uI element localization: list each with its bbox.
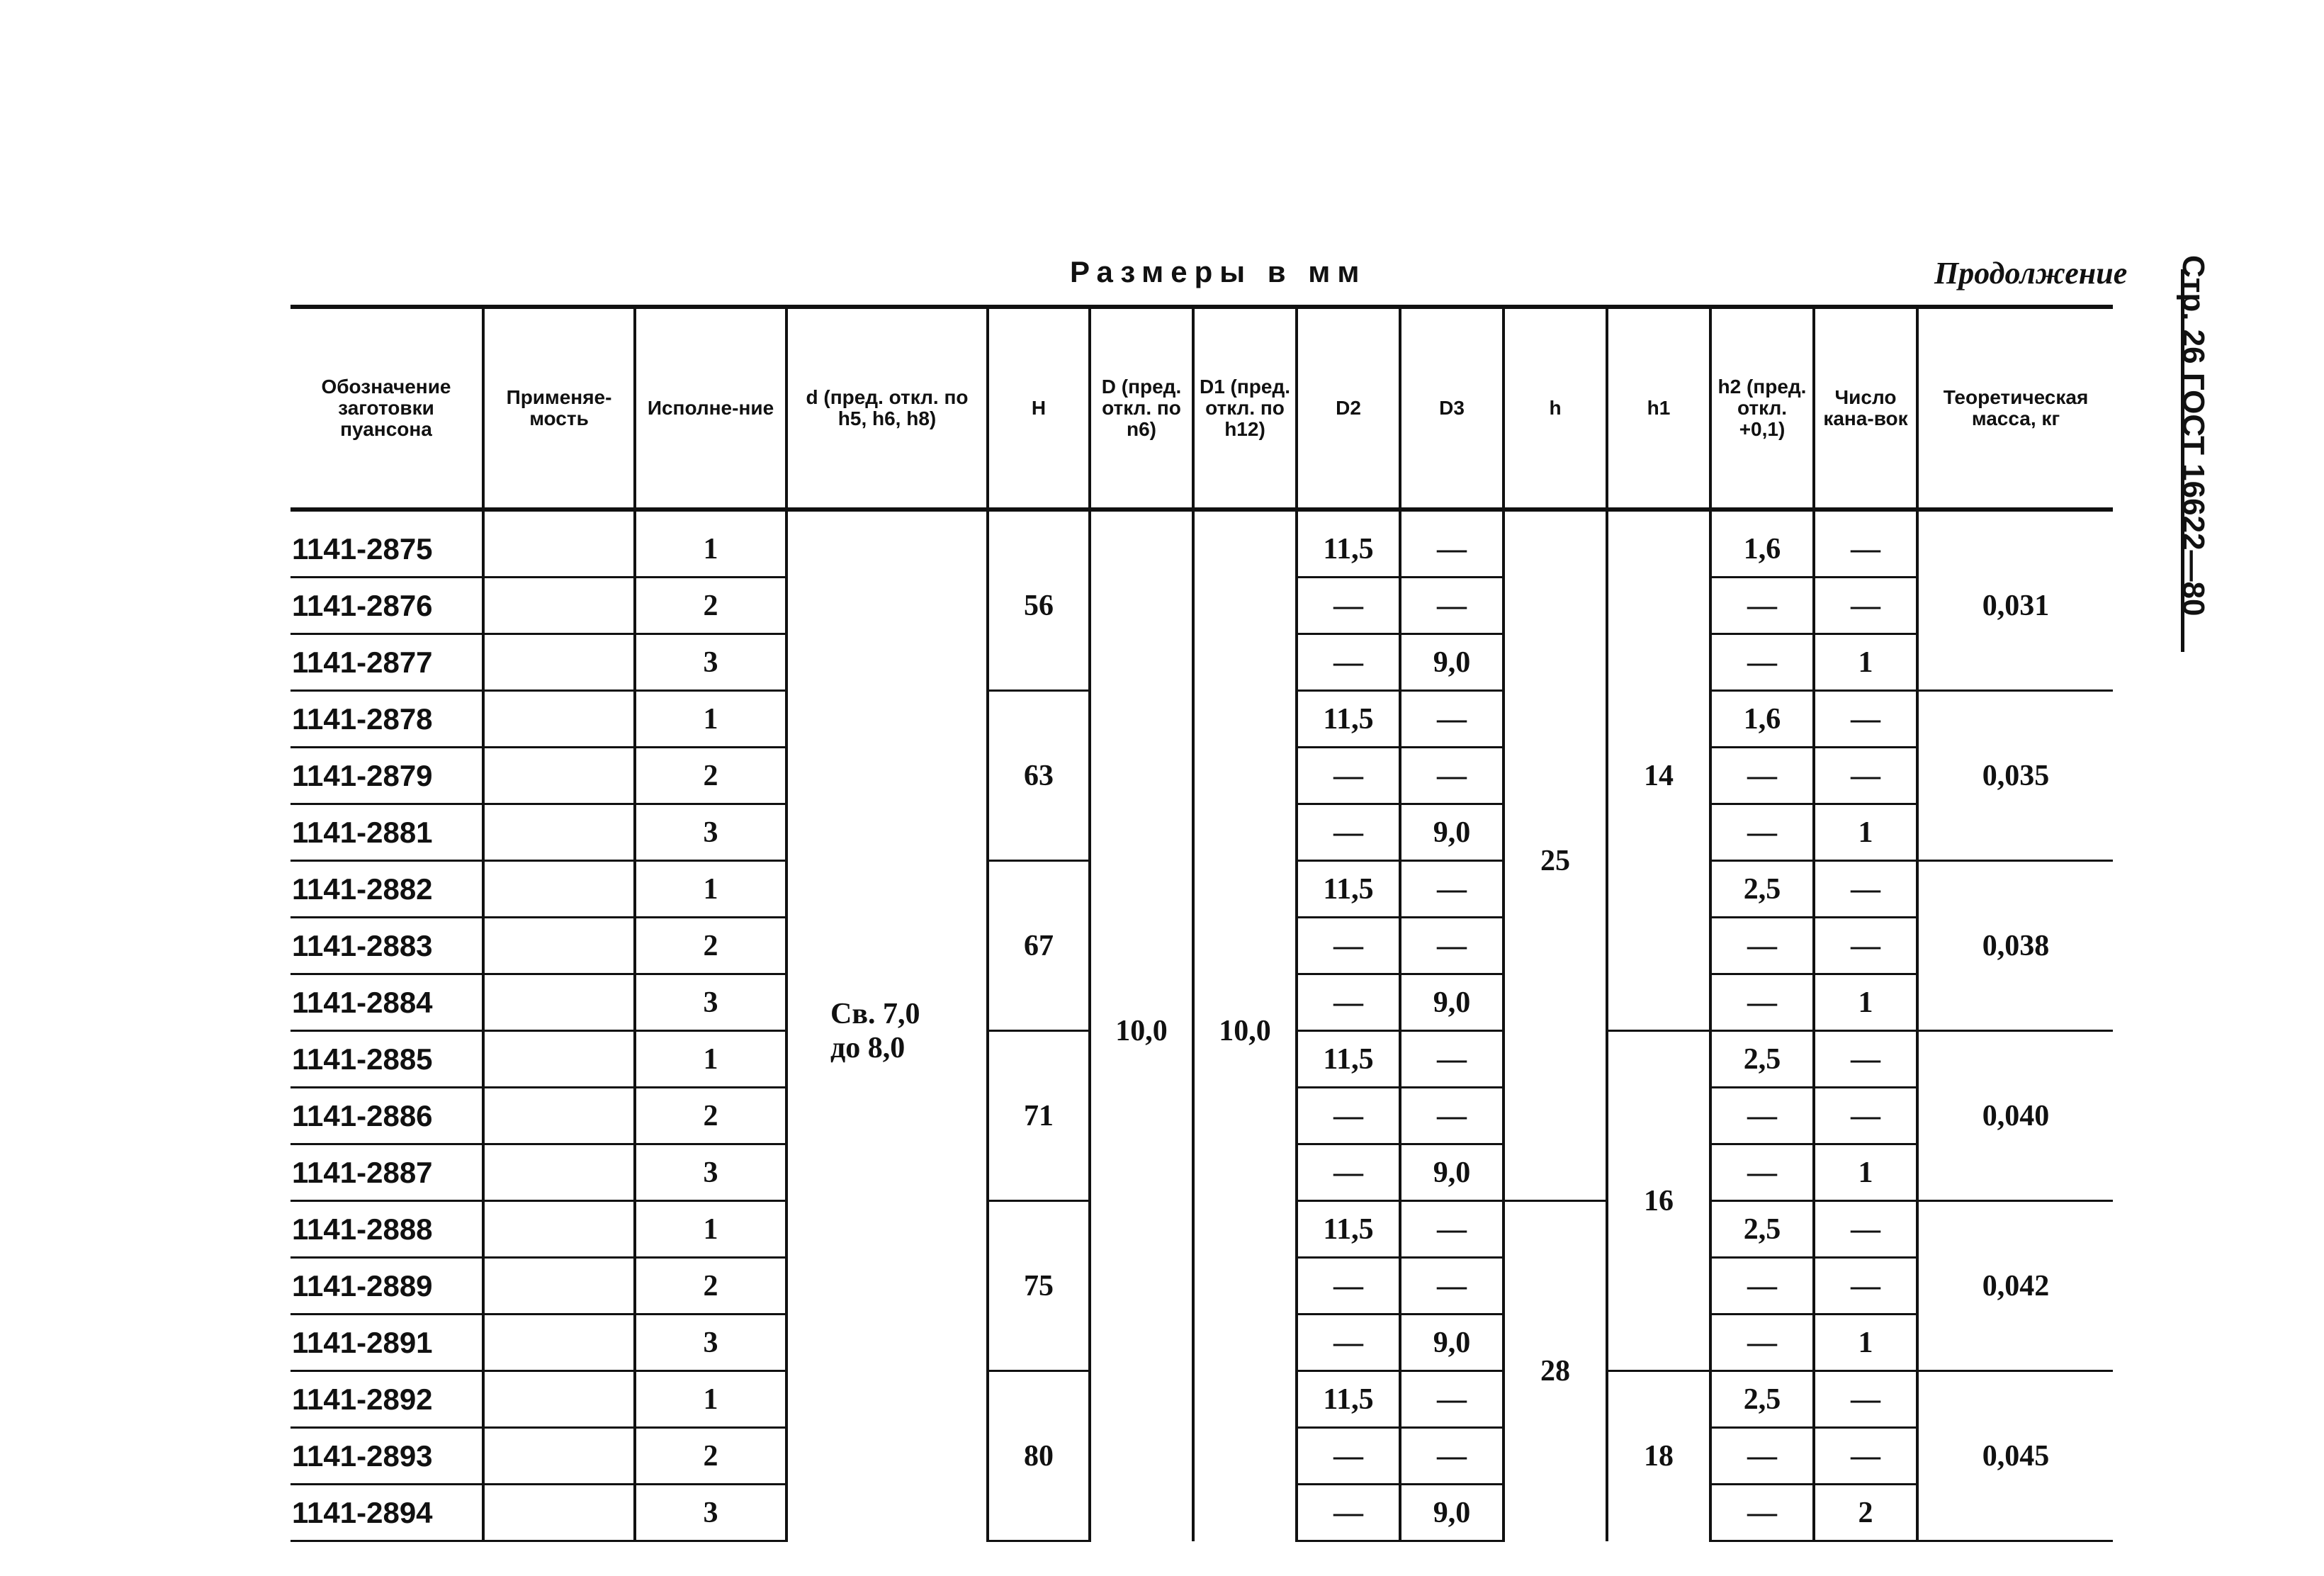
designation-cell: 1141-2884 bbox=[290, 974, 483, 1031]
grooves-cell: — bbox=[1814, 1428, 1917, 1485]
h2-cell: 2,5 bbox=[1710, 1371, 1814, 1428]
col-header-H: H bbox=[988, 307, 1090, 510]
D-cell: 10,0 bbox=[1090, 510, 1193, 1541]
h2-cell: — bbox=[1710, 1144, 1814, 1201]
applicability-cell bbox=[483, 1031, 635, 1088]
designation-cell: 1141-2886 bbox=[290, 1088, 483, 1144]
applicability-cell bbox=[483, 1315, 635, 1371]
grooves-cell: — bbox=[1814, 1258, 1917, 1315]
execution-cell: 3 bbox=[635, 974, 786, 1031]
mass-cell: 0,038 bbox=[1917, 861, 2113, 1031]
h2-cell: — bbox=[1710, 1315, 1814, 1371]
D3-cell: 9,0 bbox=[1400, 634, 1504, 691]
h1-cell: 16 bbox=[1607, 1031, 1710, 1371]
execution-cell: 2 bbox=[635, 1258, 786, 1315]
H-cell: 56 bbox=[988, 510, 1090, 691]
D3-cell: — bbox=[1400, 1088, 1504, 1144]
D2-cell: — bbox=[1297, 1088, 1400, 1144]
grooves-cell: 1 bbox=[1814, 1315, 1917, 1371]
grooves-cell: — bbox=[1814, 918, 1917, 974]
designation-cell: 1141-2878 bbox=[290, 691, 483, 748]
D3-cell: 9,0 bbox=[1400, 1144, 1504, 1201]
col-header-h1: h1 bbox=[1607, 307, 1710, 510]
D3-cell: — bbox=[1400, 918, 1504, 974]
applicability-cell bbox=[483, 578, 635, 634]
applicability-cell bbox=[483, 1485, 635, 1541]
execution-cell: 1 bbox=[635, 1031, 786, 1088]
col-header-d: d (пред. откл. по h5, h6, h8) bbox=[786, 307, 988, 510]
dimensions-table bbox=[290, 305, 2113, 1542]
h2-cell: — bbox=[1710, 578, 1814, 634]
col-header-applicability: Применяе-мость bbox=[483, 307, 635, 510]
h2-cell: 2,5 bbox=[1710, 1031, 1814, 1088]
grooves-cell: — bbox=[1814, 1031, 1917, 1088]
designation-cell: 1141-2879 bbox=[290, 748, 483, 804]
designation-cell: 1141-2894 bbox=[290, 1485, 483, 1541]
col-header-D: D (пред. откл. по n6) bbox=[1090, 307, 1193, 510]
D2-cell: 11,5 bbox=[1297, 1201, 1400, 1258]
col-header-designation: Обозначение заготовки пуансона bbox=[321, 376, 451, 440]
designation-cell: 1141-2893 bbox=[290, 1428, 483, 1485]
D2-cell: — bbox=[1297, 1315, 1400, 1371]
grooves-cell: — bbox=[1814, 1201, 1917, 1258]
designation-cell: 1141-2881 bbox=[290, 804, 483, 861]
h2-cell: — bbox=[1710, 1258, 1814, 1315]
applicability-cell bbox=[483, 1258, 635, 1315]
execution-cell: 2 bbox=[635, 578, 786, 634]
applicability-cell bbox=[483, 1088, 635, 1144]
designation-cell: 1141-2888 bbox=[290, 1201, 483, 1258]
D2-cell: — bbox=[1297, 1485, 1400, 1541]
applicability-cell bbox=[483, 691, 635, 748]
D2-cell: — bbox=[1297, 918, 1400, 974]
execution-cell: 1 bbox=[635, 510, 786, 578]
D2-cell: — bbox=[1297, 804, 1400, 861]
execution-cell: 1 bbox=[635, 861, 786, 918]
col-header-mass: Теоретическая масса, кг bbox=[1917, 307, 2113, 510]
col-header-D3: D3 bbox=[1400, 307, 1504, 510]
applicability-cell bbox=[483, 1201, 635, 1258]
grooves-cell: — bbox=[1814, 1088, 1917, 1144]
applicability-cell bbox=[483, 861, 635, 918]
grooves-cell: — bbox=[1814, 748, 1917, 804]
h2-cell: — bbox=[1710, 974, 1814, 1031]
D2-cell: — bbox=[1297, 1428, 1400, 1485]
D3-cell: — bbox=[1400, 861, 1504, 918]
designation-cell: 1141-2877 bbox=[290, 634, 483, 691]
D3-cell: — bbox=[1400, 1201, 1504, 1258]
execution-cell: 2 bbox=[635, 1428, 786, 1485]
execution-cell: 2 bbox=[635, 1088, 786, 1144]
execution-cell: 2 bbox=[635, 918, 786, 974]
execution-cell: 1 bbox=[635, 1371, 786, 1428]
d-range-cell bbox=[786, 510, 988, 1541]
D2-cell: — bbox=[1297, 578, 1400, 634]
h1-cell: 14 bbox=[1607, 510, 1710, 1031]
D2-cell: — bbox=[1297, 974, 1400, 1031]
h-cell: 25 bbox=[1504, 510, 1607, 1201]
D3-cell: — bbox=[1400, 1031, 1504, 1088]
d-range-to: до 8,0 bbox=[830, 1032, 906, 1065]
H-cell: 63 bbox=[988, 691, 1090, 861]
h2-cell: 1,6 bbox=[1710, 510, 1814, 578]
continuation-label: Продолжение bbox=[1934, 256, 2128, 291]
applicability-cell bbox=[483, 1428, 635, 1485]
col-header-h: h bbox=[1504, 307, 1607, 510]
grooves-cell: 2 bbox=[1814, 1485, 1917, 1541]
grooves-cell: — bbox=[1814, 510, 1917, 578]
col-header-h2: h2 (пред. откл. +0,1) bbox=[1710, 307, 1814, 510]
col-header-D1: D1 (пред. откл. по h12) bbox=[1193, 307, 1297, 510]
H-cell: 67 bbox=[988, 861, 1090, 1031]
col-header-grooves: Число кана-вок bbox=[1814, 307, 1917, 510]
D2-cell: — bbox=[1297, 1258, 1400, 1315]
h2-cell: — bbox=[1710, 804, 1814, 861]
execution-cell: 1 bbox=[635, 1201, 786, 1258]
mass-cell: 0,045 bbox=[1917, 1371, 2113, 1541]
table-header-row bbox=[290, 307, 2113, 510]
col-header-D2: D2 bbox=[1297, 307, 1400, 510]
applicability-cell bbox=[483, 634, 635, 691]
grooves-cell: 1 bbox=[1814, 1144, 1917, 1201]
h2-cell: — bbox=[1710, 634, 1814, 691]
D3-cell: 9,0 bbox=[1400, 1315, 1504, 1371]
D2-cell: 11,5 bbox=[1297, 1031, 1400, 1088]
D3-cell: 9,0 bbox=[1400, 1485, 1504, 1541]
h-cell: 28 bbox=[1504, 1201, 1607, 1541]
execution-cell: 2 bbox=[635, 748, 786, 804]
grooves-cell: 1 bbox=[1814, 804, 1917, 861]
D2-cell: 11,5 bbox=[1297, 861, 1400, 918]
H-cell: 80 bbox=[988, 1371, 1090, 1541]
H-cell: 75 bbox=[988, 1201, 1090, 1371]
col-header-execution: Исполне-ние bbox=[635, 307, 786, 510]
designation-cell: 1141-2889 bbox=[290, 1258, 483, 1315]
designation-cell: 1141-2885 bbox=[290, 1031, 483, 1088]
applicability-cell bbox=[483, 1144, 635, 1201]
applicability-cell bbox=[483, 1371, 635, 1428]
D3-cell: — bbox=[1400, 510, 1504, 578]
designation-cell: 1141-2891 bbox=[290, 1315, 483, 1371]
D2-cell: — bbox=[1297, 634, 1400, 691]
mass-cell: 0,031 bbox=[1917, 510, 2113, 691]
grooves-cell: 1 bbox=[1814, 974, 1917, 1031]
table-body bbox=[290, 510, 2113, 1541]
applicability-cell bbox=[483, 510, 635, 578]
D3-cell: — bbox=[1400, 578, 1504, 634]
D2-cell: 11,5 bbox=[1297, 510, 1400, 578]
designation-cell: 1141-2883 bbox=[290, 918, 483, 974]
execution-cell: 1 bbox=[635, 691, 786, 748]
D2-cell: 11,5 bbox=[1297, 691, 1400, 748]
D3-cell: — bbox=[1400, 1258, 1504, 1315]
side-page-label: Стр. 26 ГОСТ 16622—80 bbox=[2176, 255, 2211, 617]
mass-cell: 0,042 bbox=[1917, 1201, 2113, 1371]
execution-cell: 3 bbox=[635, 1315, 786, 1371]
grooves-cell: — bbox=[1814, 691, 1917, 748]
designation-cell: 1141-2892 bbox=[290, 1371, 483, 1428]
designation-cell: 1141-2875 bbox=[290, 510, 483, 578]
grooves-cell: — bbox=[1814, 1371, 1917, 1428]
designation-cell: 1141-2876 bbox=[290, 578, 483, 634]
D3-cell: — bbox=[1400, 691, 1504, 748]
D1-cell: 10,0 bbox=[1193, 510, 1297, 1541]
applicability-cell bbox=[483, 748, 635, 804]
D3-cell: — bbox=[1400, 1371, 1504, 1428]
h2-cell: 1,6 bbox=[1710, 691, 1814, 748]
h2-cell: — bbox=[1710, 1428, 1814, 1485]
execution-cell: 3 bbox=[635, 804, 786, 861]
h2-cell: 2,5 bbox=[1710, 1201, 1814, 1258]
applicability-cell bbox=[483, 918, 635, 974]
page-title: Размеры в мм bbox=[1070, 255, 1367, 288]
h1-cell: 18 bbox=[1607, 1371, 1710, 1541]
h2-cell: — bbox=[1710, 1088, 1814, 1144]
h2-cell: — bbox=[1710, 918, 1814, 974]
execution-cell: 3 bbox=[635, 634, 786, 691]
designation-cell: 1141-2887 bbox=[290, 1144, 483, 1201]
applicability-cell bbox=[483, 974, 635, 1031]
H-cell: 71 bbox=[988, 1031, 1090, 1201]
d-range-from: Св. 7,0 bbox=[830, 998, 920, 1031]
execution-cell: 3 bbox=[635, 1485, 786, 1541]
D3-cell: 9,0 bbox=[1400, 804, 1504, 861]
D3-cell: — bbox=[1400, 748, 1504, 804]
D2-cell: 11,5 bbox=[1297, 1371, 1400, 1428]
table-row bbox=[290, 510, 2113, 578]
h2-cell: 2,5 bbox=[1710, 861, 1814, 918]
D2-cell: — bbox=[1297, 1144, 1400, 1201]
mass-cell: 0,035 bbox=[1917, 691, 2113, 861]
D2-cell: — bbox=[1297, 748, 1400, 804]
mass-cell: 0,040 bbox=[1917, 1031, 2113, 1201]
grooves-cell: 1 bbox=[1814, 634, 1917, 691]
execution-cell: 3 bbox=[635, 1144, 786, 1201]
grooves-cell: — bbox=[1814, 861, 1917, 918]
designation-cell: 1141-2882 bbox=[290, 861, 483, 918]
grooves-cell: — bbox=[1814, 578, 1917, 634]
D3-cell: — bbox=[1400, 1428, 1504, 1485]
D3-cell: 9,0 bbox=[1400, 974, 1504, 1031]
applicability-cell bbox=[483, 804, 635, 861]
h2-cell: — bbox=[1710, 748, 1814, 804]
h2-cell: — bbox=[1710, 1485, 1814, 1541]
